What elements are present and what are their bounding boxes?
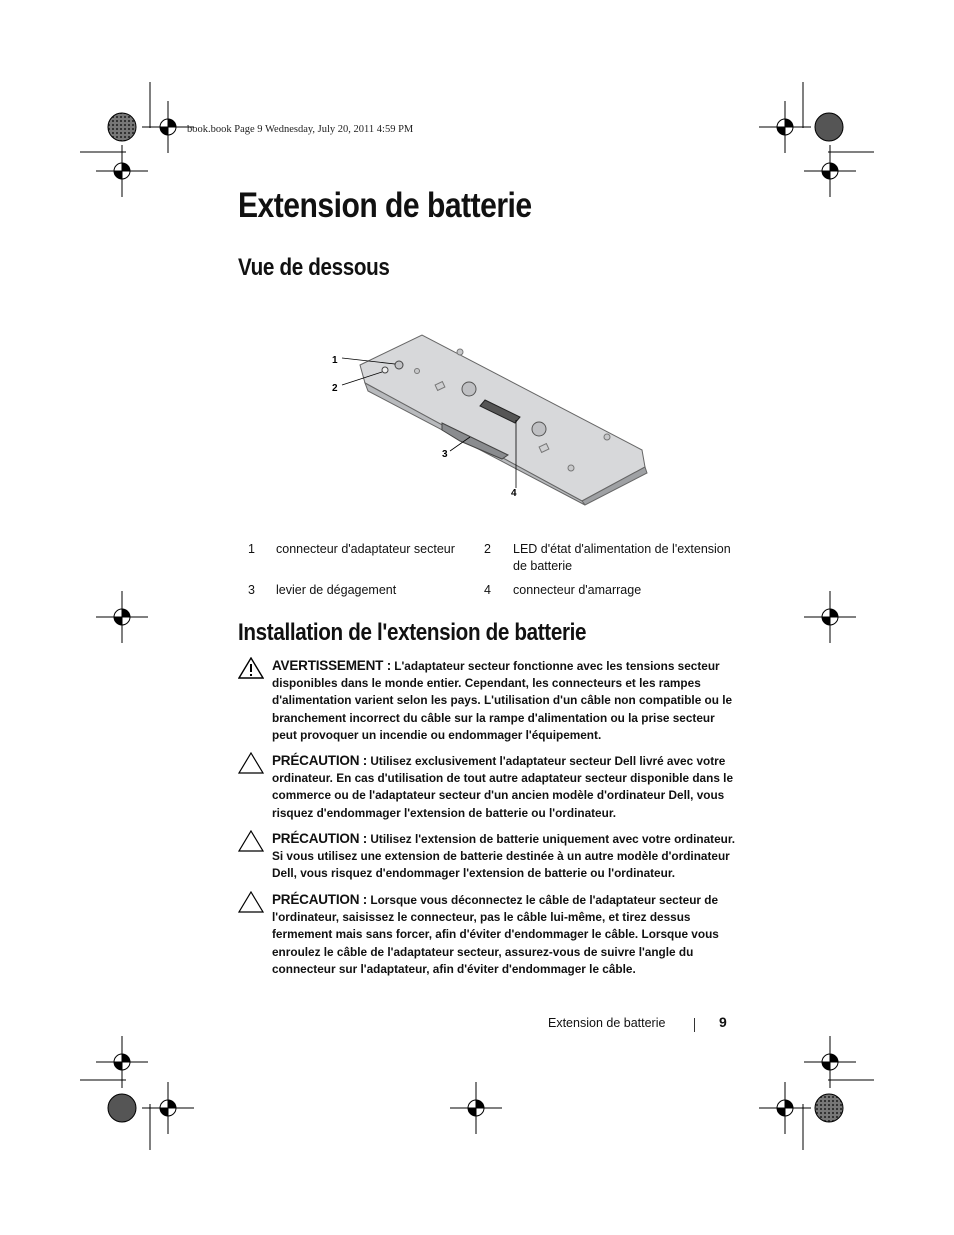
section-heading-bottom-view: Vue de dessous [238, 254, 390, 281]
notice-line: peut provoquer un incendie ou endommager l'équipement. [272, 727, 602, 742]
callout-1: 1 [332, 355, 338, 366]
notice-line: risquez d'endommager l'extension de batterie ou l'ordinateur. [272, 805, 617, 820]
caution-notice [238, 891, 738, 978]
notice-line: disponibles dans le monde entier. Cependant, les connecteurs et les rampes [272, 676, 701, 691]
footer-separator [694, 1018, 695, 1032]
page-title: Extension de batterie [238, 186, 532, 225]
notice-line: commerce ou de l'adaptateur secteur d'un ancien modèle d'ordinateur Dell, vous [272, 788, 725, 803]
notice-line: d'alimentation varient selon les pays. L'utilisation d'un câble non compatible ou le [272, 693, 733, 708]
callout-3: 3 [442, 449, 448, 460]
caution-icon [238, 830, 264, 852]
legend-num: 2 [484, 542, 491, 556]
legend-num: 4 [484, 583, 491, 597]
notice-line: fermement mais sans forcer, afin d'éviter d'endommager le câble. Lorsque vous [272, 927, 719, 942]
warning-notice [238, 657, 738, 744]
legend-num: 3 [248, 583, 255, 597]
notice-label: AVERTISSEMENT : [272, 658, 392, 673]
notice-line: enroulez le câble de l'adaptateur secteur, assurez-vous de suivre l'angle du [272, 944, 694, 959]
notice-line: Dell, vous risquez d'endommager l'extension de batterie ou l'ordinateur. [272, 866, 676, 881]
legend-text: LED d'état d'alimentation de l'extension [513, 542, 731, 556]
caution-icon [238, 752, 264, 774]
notice-line: Utilisez exclusivement l'adaptateur secteur Dell livré avec votre [367, 754, 726, 768]
notice-label: PRÉCAUTION : [272, 831, 368, 846]
notice-line: branchement incorrect du câble sur la rampe d'alimentation ou la prise secteur [272, 710, 715, 725]
notice-line: l'ordinateur, saisissez le connecteur, pas le câble lui-même, et tirez dessus [272, 910, 691, 925]
callout-2: 2 [332, 383, 338, 394]
ac-adapter-connector [395, 361, 403, 369]
notice-line: connecteur sur l'adaptateur, afin d'éviter d'endommager le câble. [272, 961, 636, 976]
legend-text: levier de dégagement [276, 583, 397, 597]
legend-text-cont: de batterie [513, 559, 573, 573]
page-number: 9 [719, 1014, 727, 1030]
notice-line: ordinateur. En cas d'utilisation de tout autre adaptateur secteur disponible dans le [272, 771, 734, 786]
notice-line: Lorsque vous déconnectez le câble de l'adaptateur secteur de [367, 893, 719, 907]
battery-slice-illustration [320, 325, 660, 510]
notice-line: Si vous utilisez une extension de batterie destinée à un autre modèle d'ordinateur [272, 849, 730, 864]
caution-notice [238, 830, 738, 883]
legend-text: connecteur d'adaptateur secteur [276, 542, 455, 556]
notice-line: L'adaptateur secteur fonctionne avec les tensions secteur [391, 659, 720, 673]
notice-line: Utilisez l'extension de batterie uniquement avec votre ordinateur. [367, 832, 736, 846]
footer-section-label: Extension de batterie [548, 1016, 666, 1030]
legend-text: connecteur d'amarrage [513, 583, 642, 597]
notice-label: PRÉCAUTION : [272, 753, 368, 768]
legend-num: 1 [248, 542, 255, 556]
warning-icon [238, 657, 264, 679]
caution-notice [238, 752, 738, 822]
print-header: book.book Page 9 Wednesday, July 20, 2011 4:59 PM [187, 124, 414, 135]
caution-icon [238, 891, 264, 913]
notice-label: PRÉCAUTION : [272, 892, 368, 907]
power-status-led [382, 367, 388, 373]
callout-4: 4 [511, 488, 517, 499]
section-heading-install: Installation de l'extension de batterie [238, 619, 587, 646]
